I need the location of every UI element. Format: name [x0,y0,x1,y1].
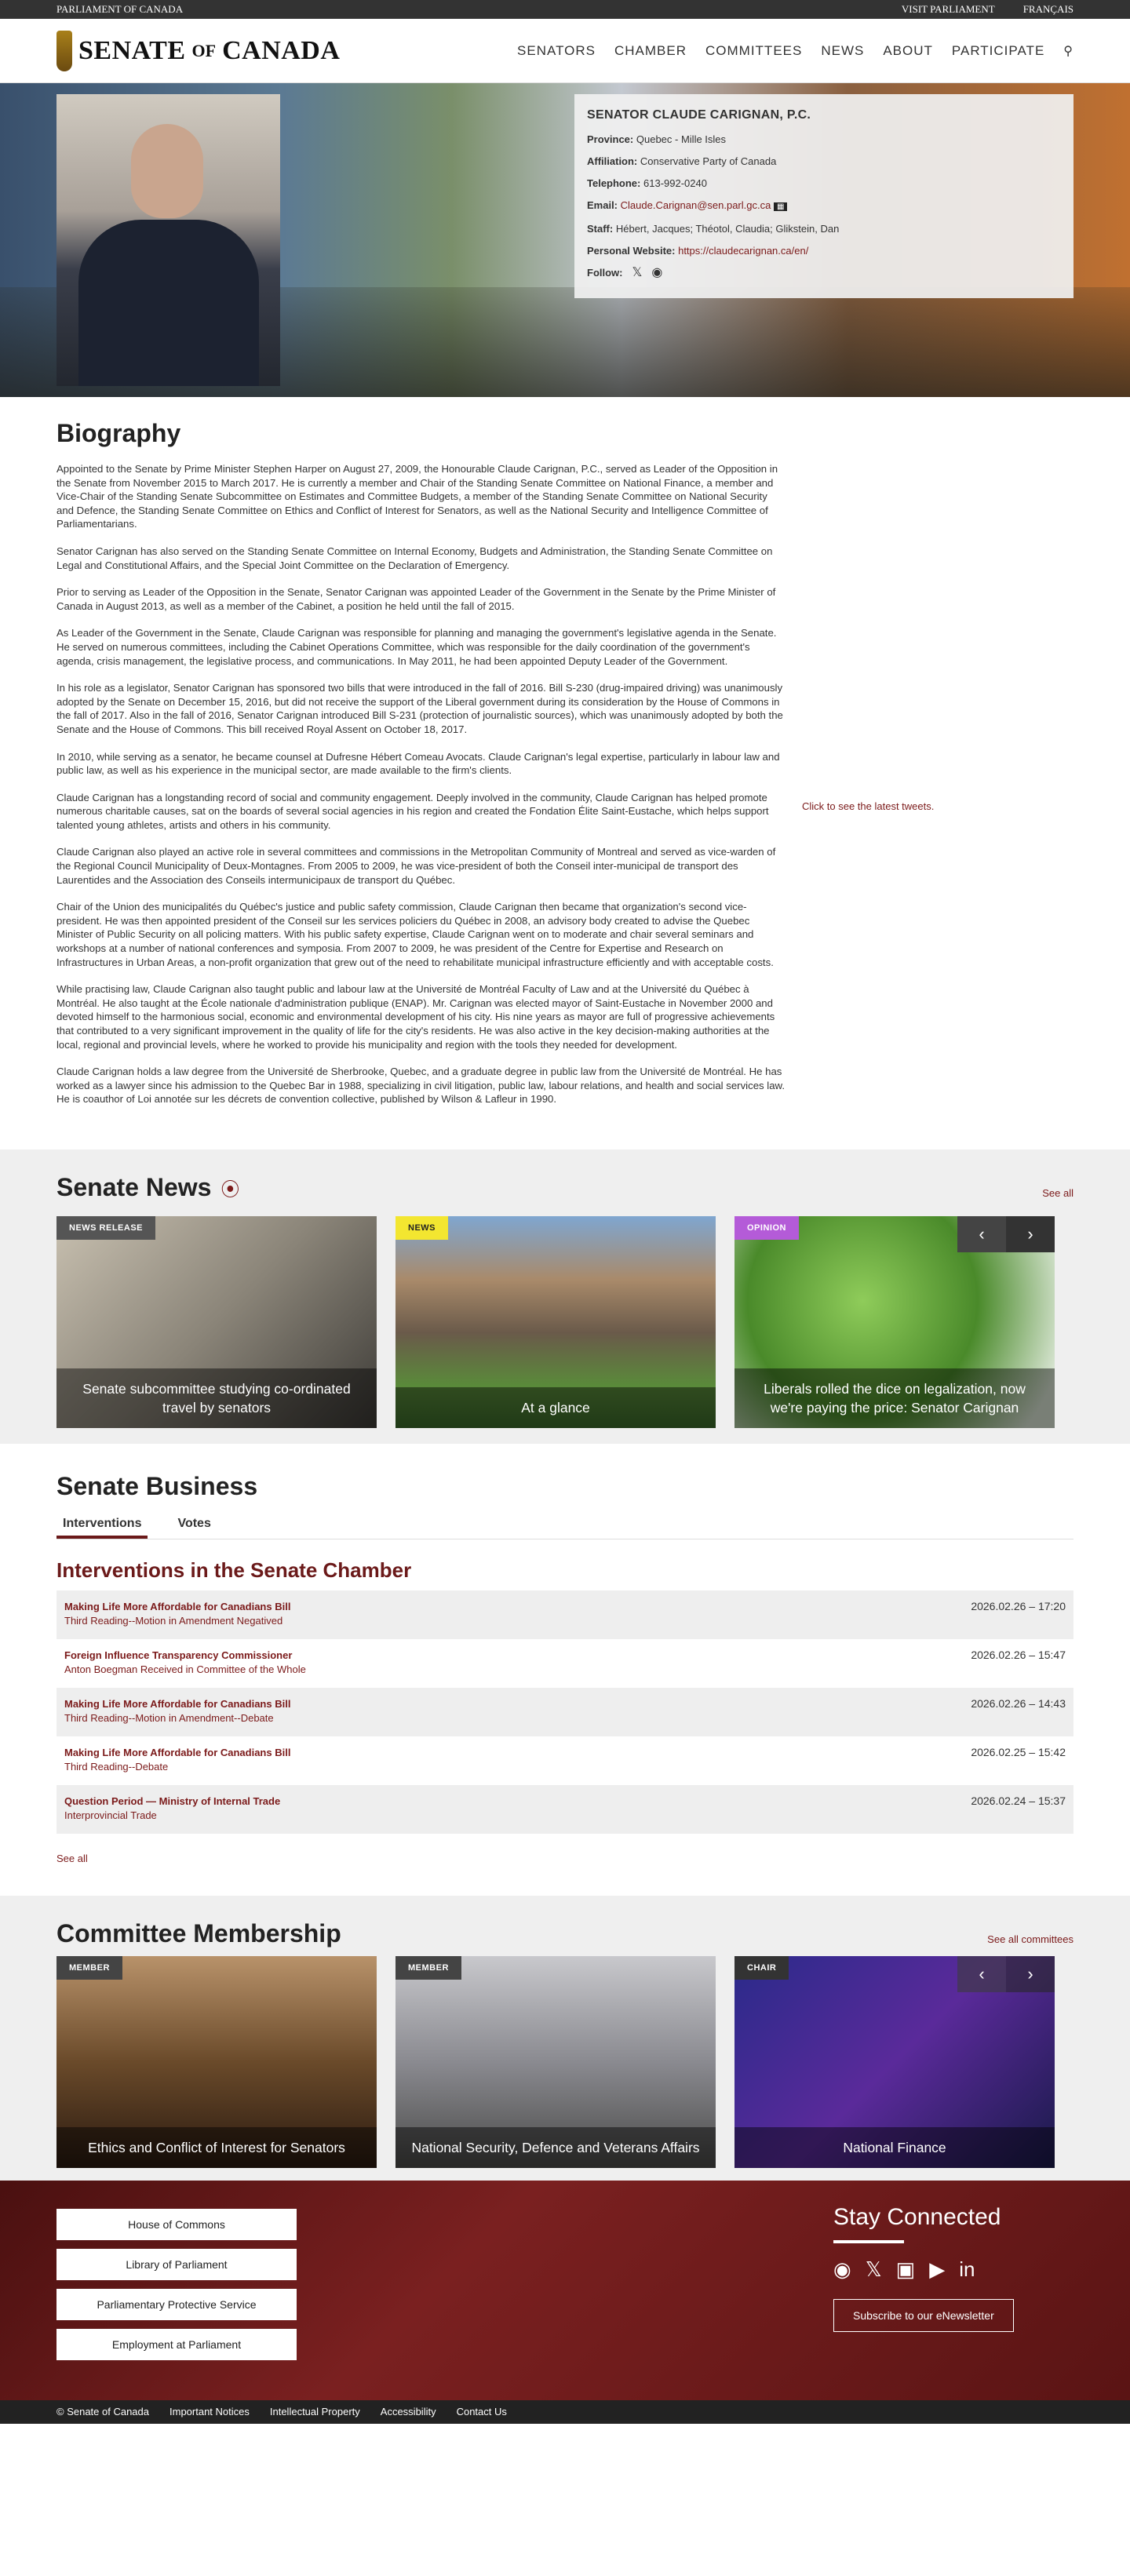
nav-committees[interactable]: COMMITTEES [705,43,803,58]
instagram-icon[interactable]: ▣ [895,2257,916,2281]
bio-paragraph: As Leader of the Government in the Senate, Claude Carignan was responsible for planning and managing the government's legislative agenda in the Senate. He served on numerous committees, including the Cabinet Operations Committee, which was responsible for the daily coordination of the government's agenda, crisis management, the legislative process, and communications. In May 2011, he had been appointed Deputy Leader of the Government. [56,627,777,667]
crest-icon [56,31,72,71]
bio-paragraph: In his role as a legislator, Senator Carignan has sponsored two bills that were introduced in the fall of 2016. Bill S-230 (drug-impaired driving) was unanimously adopted by the Senate on December 15, 2016, but did not receive the support of the Liberal government during its consideration by the House of Commons in the fall of 2017. Also in the fall of 2016, Senator Carignan introduced Bill S-231 (protection of journalistic sources), which was unanimously adopted by both the Senate and the House of Commons. This bill received Royal Assent on October 18, 2017. [56,682,783,735]
committee-see-all[interactable]: See all committees [987,1933,1074,1945]
biography-section [56,397,786,1106]
vcard-icon[interactable]: ▦ [774,202,787,211]
province: Quebec - Mille Isles [636,133,727,145]
senator-info-card: SENATOR CLAUDE CARIGNAN, P.C. Province: Quebec - Mille Isles Affiliation: Conservative Party of Canada Telephone: 613-992-0240 Email: Claude.Carignan@sen.parl.gc.ca ▦ Staff: Hébert, Jacques; Théotol, Claudia; Glikstein, Dan Personal Website: https://claudecarignan.ca/en/ Follow: 𝕏 ◉ [574,94,1074,298]
affiliation: Conservative Party of Canada [640,155,777,167]
nav-chamber[interactable]: CHAMBER [614,43,687,58]
intervention-row: Foreign Influence Transparency Commissioner Anton Boegman Received in Committee of the Whole 2026.02.26 – 15:47 [64,1648,1066,1675]
linkedin-icon[interactable]: in [959,2257,975,2281]
intervention-row: Making Life More Affordable for Canadians Bill Third Reading--Debate 2026.02.25 – 15:42 [64,1745,1066,1773]
news-card[interactable] [734,1216,1055,1428]
bio-paragraph: Claude Carignan also played an active role in several committees and commissions in the Metropolitan Community of Montreal and served as vice-warden of the Regional Council Municipality of Deux-Montagnes. From 2005 to 2009, he was vice-president of both the Conseil inter-municipal de transport des Laurentides and the Association des Conseils intermunicipaux de transport du Québec. [56,846,776,886]
nav-participate[interactable]: PARTICIPATE [951,43,1045,58]
nav-senators[interactable]: SENATORS [517,43,596,58]
senate-news-section [0,1150,1130,1444]
next-arrow-icon[interactable]: › [1006,1956,1055,1992]
search-icon[interactable]: ⚲ [1063,45,1074,58]
nav-news[interactable]: NEWS [821,43,865,58]
bio-paragraph: In 2010, while serving as a senator, he became counsel at Dufresne Hébert Comeau Avocats. Claude Carignan's legal expertise, particularly in labour law and public law, as well as his experience in the municipal sector, are made available to the firm's clients. [56,750,780,777]
site-footer [0,2181,1130,2400]
parliament-link[interactable]: PARLIAMENT OF CANADA [56,3,184,15]
news-see-all[interactable]: See all [1042,1186,1074,1199]
bio-paragraph: While practising law, Claude Carignan also taught public and labour law at the Université de Montréal Faculty of Law and at the Université du Québec à Montréal. He also taught at the École nationale d'administration publique (ENAP). Mr. Carignan was elected mayor of Saint-Eustache in November 2000 and devoted himself to the harmonious social, economic and environmental development of his city. His nine years as mayor are full of progressive achievements that contributed to a very significant improvement in the quality of life for the city's residents. He was also active in the key decision-making authorities at the local, regional and provincial levels, where he worked to provide his municipality and region with the tools they needed for development. [56,983,775,1051]
site-header [0,19,1130,83]
senator-portrait [56,94,280,386]
bio-paragraph: Claude Carignan has a longstanding record of social and community engagement. Deeply involved in the community, Claude Carignan has helped promote numerous charitable causes, sat on the boards of several social agencies in his region and created the Fondation Élite Saint-Eustache, which helps support talented young athletes, artists and others in his community. [56,791,769,831]
profile-hero [0,83,1130,397]
language-toggle[interactable]: FRANÇAIS [1022,3,1074,15]
intervention-row: Making Life More Affordable for Canadians Bill Third Reading--Motion in Amendment--Debate 2026.02.26 – 14:43 [56,1688,1074,1736]
committee-card[interactable]: MEMBER National Security, Defence and Veterans Affairs [396,1956,716,2168]
bio-paragraph: Appointed to the Senate by Prime Minister Stephen Harper on August 27, 2009, the Honourable Claude Carignan, P.C., served as Leader of the Opposition in the Senate from November 2015 to March 2017. He is currently a member and Chair of the Standing Senate Committee on National Finance, a member and Vice-Chair of the Standing Senate Subcommittee on Estimates and Committee Budgets, a member of the Standing Senate Committee on National Security and Defence, the Standing Senate Committee on Ethics and Conflict of Interest for Senators, as well as the National Security and Intelligence Committee of Parliamentarians. [56,463,778,530]
senator-name: SENATOR CLAUDE CARIGNAN, P.C. [587,108,811,122]
senate-logo[interactable]: SENATE OF CANADA [56,31,340,71]
card-caption: Senate subcommittee studying co-ordinated travel by senators [56,1368,377,1428]
subscribe-button[interactable]: Subscribe to our eNewsletter [833,2299,1014,2332]
latest-tweets-link[interactable]: Click to see the latest tweets. [802,800,935,812]
rss-icon[interactable]: ⦿ [221,1179,240,1201]
visit-parliament-link[interactable]: VISIT PARLIAMENT [901,3,995,15]
website-link[interactable]: https://claudecarignan.ca/en/ [678,245,809,257]
news-card[interactable] [56,1216,377,1428]
bio-paragraph: Claude Carignan holds a law degree from the Université de Sherbrooke, Quebec, and a graduate degree in public law from the Université de Montréal. He has worked as a lawyer since his admission to the Quebec Bar in 1988, specializing in civil litigation, public law, labour relations, and health and social services law. He is coauthor of Loi annotée sur les décrets de convention collective, published by Wilson & Lafleur in 1990. [56,1066,786,1106]
tab-votes[interactable]: Votes [177,1516,211,1530]
staff: Hébert, Jacques; Théotol, Claudia; Glikstein, Dan [615,223,840,235]
carousel-arrows [957,1216,1055,1252]
bio-paragraph: Prior to serving as Leader of the Opposition in the Senate, Senator Carignan was appointed Leader of the Government in the Senate by the Prime Minister of Canada in August 2013, as well as a member of the Cabinet, a position he held until the fall of 2015. [56,586,776,612]
prev-arrow-icon[interactable]: ‹ [957,1956,1006,1992]
card-caption: Liberals rolled the dice on legalization, now we're paying the price: Senator Carignan [734,1368,1055,1428]
bottom-bar: © Senate of Canada Important Notices Intellectual Property Accessibility Contact Us [0,2400,1130,2424]
business-tabs [56,1512,1074,1539]
biography-title: Biography [56,419,181,447]
card-tag: OPINION [734,1216,799,1240]
accessibility-link[interactable]: Accessibility [380,2406,436,2418]
card-tag: NEWS [396,1216,448,1240]
committee-card[interactable]: MEMBER Ethics and Conflict of Interest for Senators [56,1956,377,2168]
top-bar [0,0,1130,19]
ip-link[interactable]: Intellectual Property [269,2406,360,2418]
x-icon[interactable]: 𝕏 [632,266,643,279]
footer-link-library[interactable]: Library of Parliament [56,2249,297,2280]
stay-connected-title: Stay Connected [833,2203,1001,2230]
committee-title: Committee Membership [56,1918,341,1947]
x-icon[interactable]: 𝕏 [865,2257,882,2281]
tab-interventions[interactable]: Interventions [56,1512,148,1539]
bio-paragraph: Senator Carignan has also served on the Standing Senate Committee on Internal Economy, Budgets and Administration, the Standing Senate Committee on Legal and Constitutional Affairs, and the Special Joint Committee on the Declaration of Emergency. [56,545,773,571]
card-caption: At a glance [396,1387,716,1428]
footer-link-employment[interactable]: Employment at Parliament [56,2329,297,2360]
intervention-row: Making Life More Affordable for Canadians Bill Third Reading--Motion in Amendment Negatived 2026.02.26 – 17:20 [56,1590,1074,1639]
interventions-see-all[interactable]: See all [56,1852,88,1864]
email-link[interactable]: Claude.Carignan@sen.parl.gc.ca [620,199,771,211]
news-card[interactable] [396,1216,716,1428]
senate-business-section [0,1444,1130,1896]
committee-card[interactable]: CHAIR ‹ › National Finance [734,1956,1055,2168]
footer-link-pps[interactable]: Parliamentary Protective Service [56,2289,297,2320]
interventions-title: Interventions in the Senate Chamber [56,1558,412,1582]
main-nav [517,43,1074,59]
card-tag: NEWS RELEASE [56,1216,155,1240]
business-title: Senate Business [56,1471,258,1500]
intervention-row: Question Period — Ministry of Internal Trade Interprovincial Trade 2026.02.24 – 15:37 [56,1785,1074,1834]
facebook-icon[interactable]: ◉ [833,2257,851,2281]
facebook-icon[interactable]: ◉ [651,266,663,279]
youtube-icon[interactable]: ▶ [929,2257,946,2281]
telephone: 613-992-0240 [643,177,707,189]
committee-section [0,1896,1130,2181]
notices-link[interactable]: Important Notices [170,2406,250,2418]
nav-about[interactable]: ABOUT [883,43,933,58]
footer-link-commons[interactable]: House of Commons [56,2209,297,2240]
prev-arrow-icon[interactable]: ‹ [957,1216,1006,1252]
contact-link[interactable]: Contact Us [456,2406,507,2418]
bio-paragraph: Chair of the Union des municipalités du Québec's justice and public safety commission, Claude Carignan then became that organization's second vice-president. He was then appointed president of the Conseil sur les services policiers du Québec in 2008, an advisory body created to advise the Quebec Minister of Public Security on all policing matters. With his public safety expertise, Claude Carignan went on to moderate and chair several seminars and workshops at a number of national conferences and symposia. From 2007 to 2009, he was president of the Centre for Expertise and Research on Infrastructures in Urban Areas, a non-profit organization that grew out of the need to rehabilitate municipal infrastructure efficiently and with acceptable costs. [56,901,774,968]
next-arrow-icon[interactable]: › [1006,1216,1055,1252]
news-title: Senate News [56,1172,212,1201]
